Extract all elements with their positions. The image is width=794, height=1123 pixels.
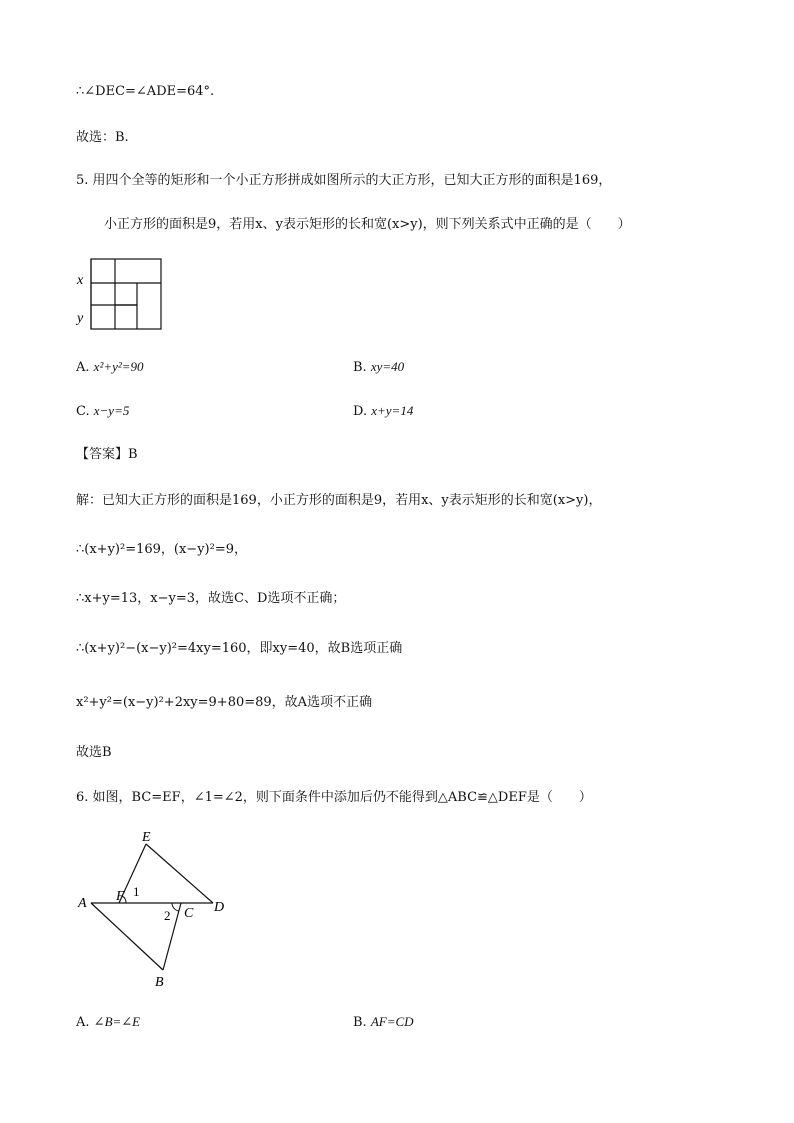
q6-option-a[interactable]: A. ∠B=∠E [76,1014,141,1030]
q5-solution-step2: ∴x+y=13，x−y=3，故选C、D选项不正确； [76,591,346,606]
q5-stem-line2: 小正方形的面积是9，若用x、y表示矩形的长和宽(x>y)，则下列关系式中正确的是（ ） [104,217,631,232]
q5-option-c[interactable]: C. x−y=5 [76,403,130,419]
previous-choice: 故选：B. [76,130,129,145]
q6-option-a-expr: ∠B=∠E [93,1014,141,1029]
previous-conclusion: ∴∠DEC=∠ADE=64°. [76,84,215,99]
q6-stem [76,789,592,807]
q6-text: 如图，BC=EF，∠1=∠2，则下面条件中添加后仍不能得到△ABC≌△DEF是（ ） [92,790,592,805]
q5-solution-final: 故选B [76,745,112,760]
q5-option-b-expr: xy=40 [370,359,405,374]
q5-option-b[interactable]: B. xy=40 [353,359,405,375]
angle-2-arc [172,903,179,911]
label-D: D [214,900,225,915]
label-2: 2 [164,908,171,923]
q5-option-c-expr: x−y=5 [93,403,130,418]
q5-number: 5. [76,173,89,188]
label-y: y [77,311,84,326]
q6-option-b[interactable]: B. AF=CD [353,1014,414,1030]
q5-stem-line1 [76,172,611,190]
line-AB [91,903,163,970]
line-ED [146,844,213,903]
label-x: x [77,273,84,288]
label-1: 1 [133,884,140,899]
label-A: A [78,896,87,911]
q5-option-a[interactable]: A. x²+y²=90 [76,359,144,375]
q5-solution-step4: x²+y²=(x−y)²+2xy=9+80=89，故A选项不正确 [76,695,373,710]
q5-option-d[interactable]: D. x+y=14 [353,403,414,419]
big-square [91,259,161,329]
q6-option-b-expr: AF=CD [370,1014,414,1029]
q6-triangle-figure [74,826,234,992]
q5-solution-step1: ∴(x+y)²=169，(x−y)²=9， [76,542,247,557]
q5-text1: 用四个全等的矩形和一个小正方形拼成如图所示的大正方形，已知大正方形的面积是169， [92,173,612,188]
q5-square-figure [74,254,164,332]
q5-answer-tag: 【答案】B [76,447,138,462]
label-B: B [155,975,164,990]
q6-number: 6. [76,790,89,805]
label-F: F [116,889,125,904]
q5-solution-intro: 解：已知大正方形的面积是169，小正方形的面积是9，若用x、y表示矩形的长和宽(x>y)， [76,493,602,508]
q5-option-d-expr: x+y=14 [371,403,414,418]
q5-solution-step3: ∴(x+y)²−(x−y)²=4xy=160，即xy=40，故B选项正确 [76,641,403,656]
q5-option-a-expr: x²+y²=90 [93,359,144,374]
label-C: C [184,906,194,921]
label-E: E [142,830,151,845]
